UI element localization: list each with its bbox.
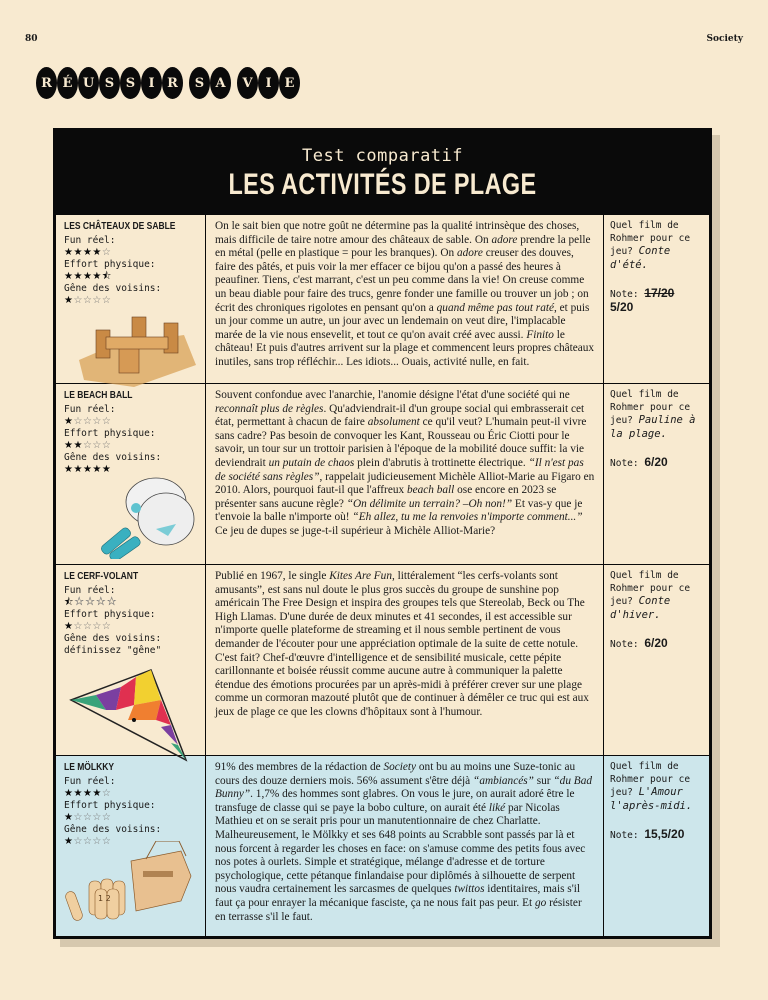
star-filled-icon: ★ (64, 295, 74, 306)
activity-review-text (206, 756, 604, 936)
rubric-word (36, 67, 183, 99)
star-empty-icon: ☆ (84, 597, 96, 608)
fun-reel-label: Fun réel: (64, 235, 116, 246)
rohmer-question (610, 761, 703, 813)
rohmer-question-text: Quel film de Rohmer pour ce jeu? (610, 389, 691, 426)
star-empty-icon: ☆ (92, 812, 102, 823)
gene-voisins-label: Gêne des voisins: (64, 633, 162, 644)
magazine-name: Society (706, 34, 743, 44)
rubric-letter: V (237, 67, 258, 99)
star-empty-icon: ☆ (82, 836, 93, 847)
note-label: Note: (610, 289, 645, 300)
note-line (610, 827, 703, 841)
review-paragraph: 91% des membres de la rédaction de Society ont bu au moins une Suze-tonic au cours des douze derniers mois. 56% assument s'être déjà “ambiancés” sur “du Bad Bunny”. 1,7% des hommes sont glabres. On vous le jure, on aurait adoré être le transfuge de classe qui se paye la bobo culture, on aurait été liké par Nicolas Mathieu et on se serait pris pour un manutentionnaire de chez Charlatte. Malheureusement, le Mölkky et ses 648 points au Scrabble sont passés par là et nous forcent à regarder les choses en face: on s'amuse comme des petits fous avec nos potes à ourlets. Simple et stratégique, mélange d'adresse et de torture psychologique, cette pétanque finlandaise pour diplômés à silhouette de serpent nous vaudra certainement les sarcasmes de quelques twittos identitaires, mais s'il faut ça pour enrayer la mécanique fasciste, ça ne nous fait pas peur. Et go résister en terrasse s'il le faut. (215, 761, 592, 923)
activity-verdict (604, 215, 709, 383)
star-filled-icon: ★ (92, 464, 102, 475)
activity-verdict (604, 384, 709, 564)
rubric-letter: I (141, 67, 162, 99)
rohmer-question-text: Quel film de Rohmer pour ce jeu? (610, 761, 691, 798)
svg-text:1 2: 1 2 (98, 894, 111, 903)
rohmer-film-title: Conte d'été. (610, 245, 671, 271)
molkky-illustration (61, 841, 196, 931)
star-filled-icon: ★ (64, 836, 74, 847)
card-header (56, 131, 709, 215)
activity-row (56, 755, 709, 936)
rohmer-film-title: Pauline à la plage. (610, 414, 696, 440)
fun-reel-label: Fun réel: (64, 776, 116, 787)
star-empty-icon: ☆ (101, 247, 112, 258)
star-rating (64, 812, 197, 824)
note-label: Note: (610, 830, 645, 841)
activity-review-text (206, 215, 604, 383)
rubric-letter: U (78, 67, 99, 99)
note-value: 6/20 (644, 455, 668, 469)
star-filled-icon: ★ (82, 271, 93, 282)
star-empty-icon: ☆ (73, 621, 83, 632)
review-paragraph: On le sait bien que notre goût ne détermine pas la qualité intrinsèque des choses, mais difficile de taire notre amour des châteaux de sable. On adore prendre la pelle en métal (pelle en plastique = pour les branques). On adore creuser des douves, faire des pâtés, et puis voir la mer effacer ce bijou qu'on a passé des heures à peaufiner. Tiens, c'est marrant, c'est un peu comme dans la vie! On creuse comme un beau diable pour faire des trucs, genre fonder une famille ou trouver un job ; on écrit des chroniques rigolotes en pensant qu'on a quand même pas tout raté, et puis un jour comme un autre, un jour avec un lendemain on veut dire, l'implacable marée de la vie nous ensevelit, et tout ce qu'on avait créé avec aussi. Finito le château! Et puis d'autres arrivent sur la plage et commencent leurs propres châteaux inutiles, sans trop réfléchir... Les idiots... Ouais, activité nulle, en fait. (215, 220, 595, 368)
effort-physique-label: Effort physique: (64, 259, 156, 270)
rubric-letter: S (99, 67, 120, 99)
effort-physique-label: Effort physique: (64, 609, 156, 620)
activity-review-text (206, 384, 604, 564)
activity-name: LE CERF-VOLANT (64, 571, 139, 582)
rohmer-film-title: Conte d'hiver. (610, 595, 671, 621)
note-label: Note: (610, 458, 645, 469)
rubric-word (237, 67, 300, 99)
star-empty-icon: ☆ (101, 812, 112, 823)
note-old-value: 17/20 (644, 286, 675, 300)
activity-review-text (206, 565, 604, 755)
rubric-letter: R (162, 67, 183, 99)
rohmer-question-text: Quel film de Rohmer pour ce jeu? (610, 220, 691, 257)
star-filled-icon: ★ (82, 247, 93, 258)
activity-ratings (56, 384, 206, 564)
note-value: 15,5/20 (644, 827, 685, 841)
star-empty-icon: ☆ (73, 836, 83, 847)
star-half-icon: ⯪ (101, 271, 112, 282)
activity-row (56, 383, 709, 564)
gene-voisins-label: Gêne des voisins: (64, 824, 162, 835)
star-empty-icon: ☆ (92, 295, 102, 306)
star-filled-icon: ★ (64, 788, 74, 799)
star-rating (64, 621, 197, 633)
star-empty-icon: ☆ (73, 597, 85, 608)
star-empty-icon: ☆ (82, 416, 93, 427)
card-title: LES ACTIVITÉS DE PLAGE (228, 168, 537, 201)
star-filled-icon: ★ (82, 788, 93, 799)
star-empty-icon: ☆ (95, 597, 107, 608)
star-rating (64, 597, 197, 609)
star-empty-icon: ☆ (101, 621, 112, 632)
star-filled-icon: ★ (73, 788, 83, 799)
rubric-letter: I (258, 67, 279, 99)
star-rating (64, 416, 197, 428)
fun-reel-label: Fun réel: (64, 404, 116, 415)
star-empty-icon: ☆ (82, 812, 93, 823)
fun-reel-label: Fun réel: (64, 585, 116, 596)
star-filled-icon: ★ (73, 271, 83, 282)
star-filled-icon: ★ (64, 416, 74, 427)
activity-ratings (56, 215, 206, 383)
rubric-title (36, 67, 306, 99)
star-empty-icon: ☆ (82, 621, 93, 632)
effort-physique-label: Effort physique: (64, 800, 156, 811)
gene-voisins-label: Gêne des voisins: (64, 452, 162, 463)
star-rating (64, 440, 197, 452)
star-empty-icon: ☆ (73, 416, 83, 427)
activity-name: LE BEACH BALL (64, 390, 133, 401)
rubric-letter: A (210, 67, 231, 99)
star-empty-icon: ☆ (73, 812, 83, 823)
comparison-card (53, 128, 712, 939)
star-filled-icon: ★ (92, 271, 102, 282)
star-empty-icon: ☆ (101, 788, 112, 799)
star-filled-icon: ★ (92, 247, 102, 258)
star-half-icon: ⯪ (64, 597, 74, 608)
rubric-letter: R (36, 67, 57, 99)
star-empty-icon: ☆ (92, 621, 102, 632)
star-filled-icon: ★ (64, 247, 74, 258)
rubric-letter: S (120, 67, 141, 99)
rohmer-question (610, 570, 703, 622)
rubric-letter: S (189, 67, 210, 99)
activity-list (56, 215, 709, 936)
card-kicker: Test comparatif (301, 146, 464, 166)
note-value: 5/20 (610, 300, 634, 314)
star-empty-icon: ☆ (101, 416, 112, 427)
rubric-word (189, 67, 231, 99)
activity-row (56, 215, 709, 383)
rohmer-question (610, 220, 703, 272)
star-filled-icon: ★ (82, 464, 93, 475)
star-rating (64, 788, 197, 800)
star-rating (64, 271, 197, 283)
star-empty-icon: ☆ (101, 440, 112, 451)
kite-illustration (66, 665, 196, 770)
activity-name: LE MÖLKKY (64, 762, 115, 773)
note-line (610, 286, 703, 314)
note-label: Note: (610, 639, 645, 650)
activity-ratings (56, 756, 206, 936)
star-filled-icon: ★ (64, 621, 74, 632)
star-empty-icon: ☆ (82, 295, 93, 306)
review-paragraph: Publié en 1967, le single Kites Are Fun, littéralement “les cerfs-volants sont amusants”, est sans nul doute le plus gros succès du groupe de sunshine pop américain The Free Design et inspira des groupes tels que Stereolab, Beck ou The High Llamas. D'une durée de deux minutes et 41 secondes, il est accessible sur n'importe quelle plateforme de streaming et il nous semble pertinent de vous demander de l'écouter pour une appréciation optimale de la suite de cette notule. C'est fait? Chef-d'œuvre d'intelligence et de sensibilité musicale, cette pépite carillonnante et boisée réussit comme aucune autre à communiquer la palette étendue des émotions procurées par un après-midi à préférer crever sur une plage comme un cormoran mazouté plutôt que de continuer à démêler ce truc qui est aux jeux de plage ce que les clowns d'hôpitaux sont à l'humour. (215, 570, 589, 718)
star-empty-icon: ☆ (101, 836, 112, 847)
rackets-illustration (76, 474, 201, 564)
rohmer-question-text: Quel film de Rohmer pour ce jeu? (610, 570, 691, 607)
activity-ratings (56, 565, 206, 755)
star-rating (64, 247, 197, 259)
activity-verdict (604, 565, 709, 755)
star-filled-icon: ★ (64, 440, 74, 451)
star-filled-icon: ★ (73, 247, 83, 258)
star-empty-icon: ☆ (92, 836, 102, 847)
star-empty-icon: ☆ (73, 295, 83, 306)
star-filled-icon: ★ (64, 464, 74, 475)
rohmer-film-title: L'Amour l'après-midi. (610, 786, 693, 812)
note-line (610, 455, 703, 469)
star-empty-icon: ☆ (82, 440, 93, 451)
star-empty-icon: ☆ (92, 416, 102, 427)
rubric-letter: E (279, 67, 300, 99)
note-line (610, 636, 703, 650)
star-filled-icon: ★ (73, 440, 83, 451)
star-filled-icon: ★ (92, 788, 102, 799)
gene-voisins-label: Gêne des voisins: (64, 283, 162, 294)
star-empty-icon: ☆ (92, 440, 102, 451)
note-value: 6/20 (644, 636, 668, 650)
effort-physique-label: Effort physique: (64, 428, 156, 439)
rubric-letter: É (57, 67, 78, 99)
gene-voisins-text: définissez "gêne" (64, 645, 162, 656)
activity-name: LES CHÂTEAUX DE SABLE (64, 221, 176, 232)
star-empty-icon: ☆ (106, 597, 118, 608)
rohmer-question (610, 389, 703, 441)
star-filled-icon: ★ (73, 464, 83, 475)
activity-row (56, 564, 709, 755)
page-number: 80 (25, 34, 38, 44)
star-filled-icon: ★ (64, 271, 74, 282)
star-filled-icon: ★ (101, 464, 112, 475)
star-empty-icon: ☆ (101, 295, 112, 306)
sandcastle-illustration (74, 305, 199, 395)
activity-verdict (604, 756, 709, 936)
review-paragraph: Souvent confondue avec l'anarchie, l'anomie désigne l'état d'une société qui ne reconnaît plus de règles. Qu'adviendrait-il d'un groupe social qui embrasserait cet état, permettant à chacun de faire absolument ce qu'il veut? L'humain peut-il vivre sans cadre? Pas besoin de convoquer les Kant, Rousseau ou Éric Ciotti pour le savoir, un tour sur un trottoir parisien à l'époque de la mobilité douce suffit: la vie deviendrait un putain de chaos plein d'abrutis à trottinette électrique. “Il n'est pas de société sans règles”, rappelait judicieusement Michèle Alliot-Marie au Figaro en 2010. Alors, pourquoi faut-il que l'affreux beach ball ose encore en 2023 se présenter sans aucune règle? “On délimite un terrain? –Oh non!” Et vas-y que je t'envoie la balle n'importe où! “Eh allez, tu me la renvoies n'importe comment...” Ce jeu de dupes se juge-t-il supérieur à Michèle Alliot-Marie? (215, 389, 595, 537)
star-filled-icon: ★ (64, 812, 74, 823)
